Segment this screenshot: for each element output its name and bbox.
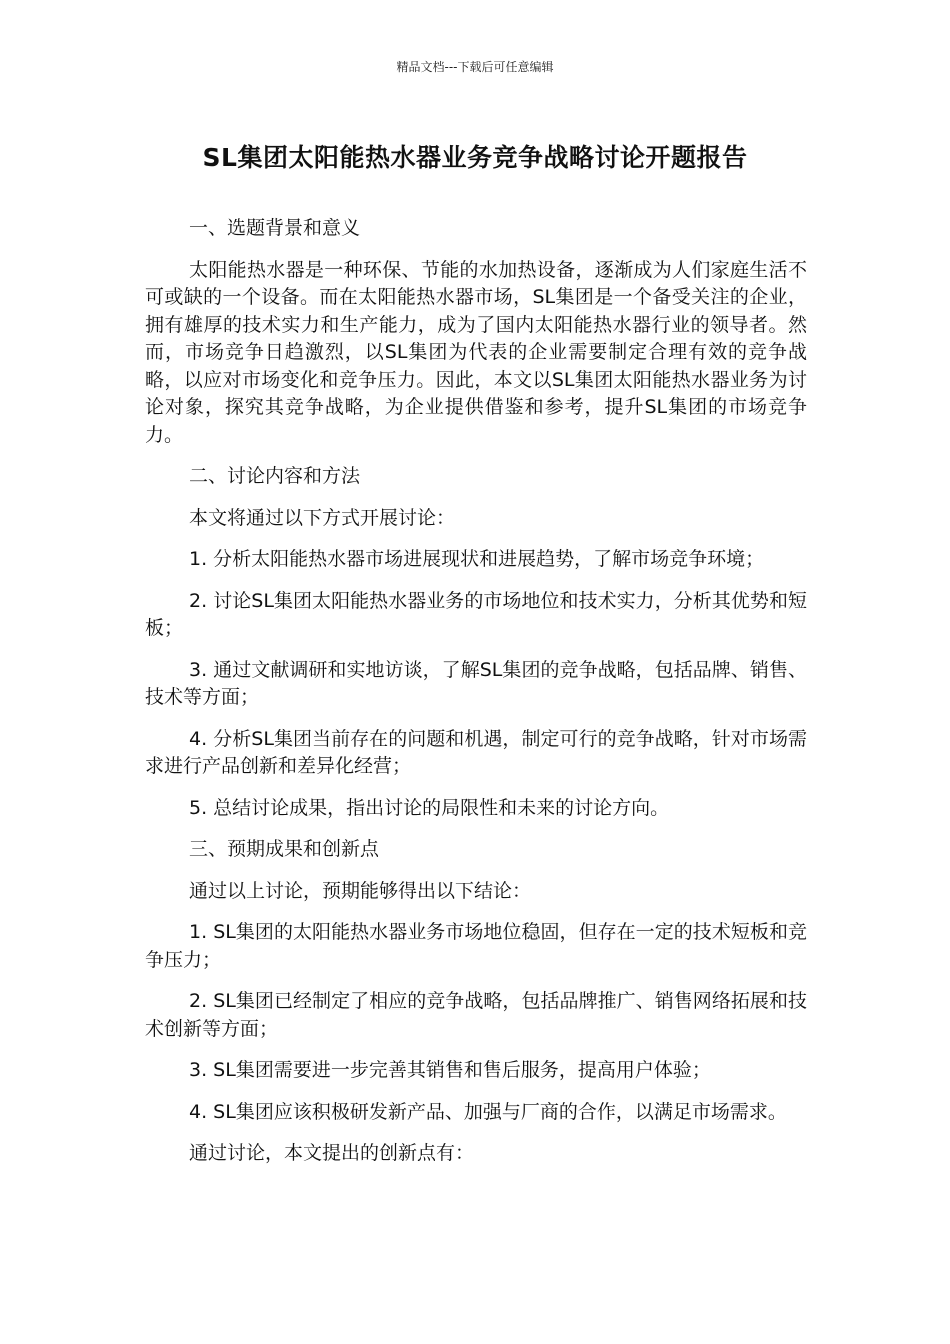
- document-body: [145, 215, 807, 1182]
- section-2-item: 2. 讨论SL集团太阳能热水器业务的市场地位和技术实力，分析其优势和短板；: [145, 589, 807, 639]
- section-1-heading: 一、选题背景和意义: [189, 217, 361, 239]
- section-3-outro: 通过讨论，本文提出的创新点有：: [189, 1142, 475, 1164]
- document-title: SL集团太阳能热水器业务竞争战略讨论开题报告: [202, 143, 748, 172]
- section-3-item: 3. SL集团需要进一步完善其销售和售后服务，提高用户体验；: [189, 1059, 711, 1081]
- section-2-item: 5. 总结讨论成果，指出讨论的局限性和未来的讨论方向。: [189, 796, 670, 819]
- section-2-item: 3. 通过文献调研和实地访谈，了解SL集团的竞争战略，包括品牌、销售、技术等方面；: [145, 658, 807, 708]
- section-3-item: 4. SL集团应该积极研发新产品、加强与厂商的合作，以满足市场需求。: [189, 1100, 787, 1123]
- section-2-intro: 本文将通过以下方式开展讨论：: [189, 506, 456, 529]
- section-3-item: 2. SL集团已经制定了相应的竞争战略，包括品牌推广、销售网络拓展和技术创新等方面；: [145, 990, 807, 1040]
- section-3-heading: 三、预期成果和创新点: [189, 838, 380, 860]
- section-2-heading: 二、讨论内容和方法: [189, 465, 361, 487]
- section-1-paragraph: 太阳能热水器是一种环保、节能的水加热设备，逐渐成为人们家庭生活不可或缺的一个设备。而在太阳能热水器市场，SL集团是一个备受关注的企业，拥有雄厚的技术实力和生产能力，成为了国内太阳能热水器行业的领导者。然而，市场竞争日趋激烈，以SL集团为代表的企业需要制定合理有效的竞争战略，以应对市场变化和竞争压力。因此，本文以SL集团太阳能热水器业务为讨论对象，探究其竞争战略，为企业提供借鉴和参考，提升SL集团的市场竞争力。: [145, 258, 807, 446]
- header-note: 精品文档---下载后可任意编辑: [396, 60, 554, 74]
- section-3-item: 1. SL集团的太阳能热水器业务市场地位稳固，但存在一定的技术短板和竞争压力；: [145, 921, 807, 971]
- section-2-item: 4. 分析SL集团当前存在的问题和机遇，制定可行的竞争战略，针对市场需求进行产品创新和差异化经营；: [145, 727, 807, 777]
- section-2-item: 1. 分析太阳能热水器市场进展现状和进展趋势，了解市场竞争环境；: [189, 548, 765, 570]
- section-3-intro: 通过以上讨论，预期能够得出以下结论：: [189, 879, 532, 902]
